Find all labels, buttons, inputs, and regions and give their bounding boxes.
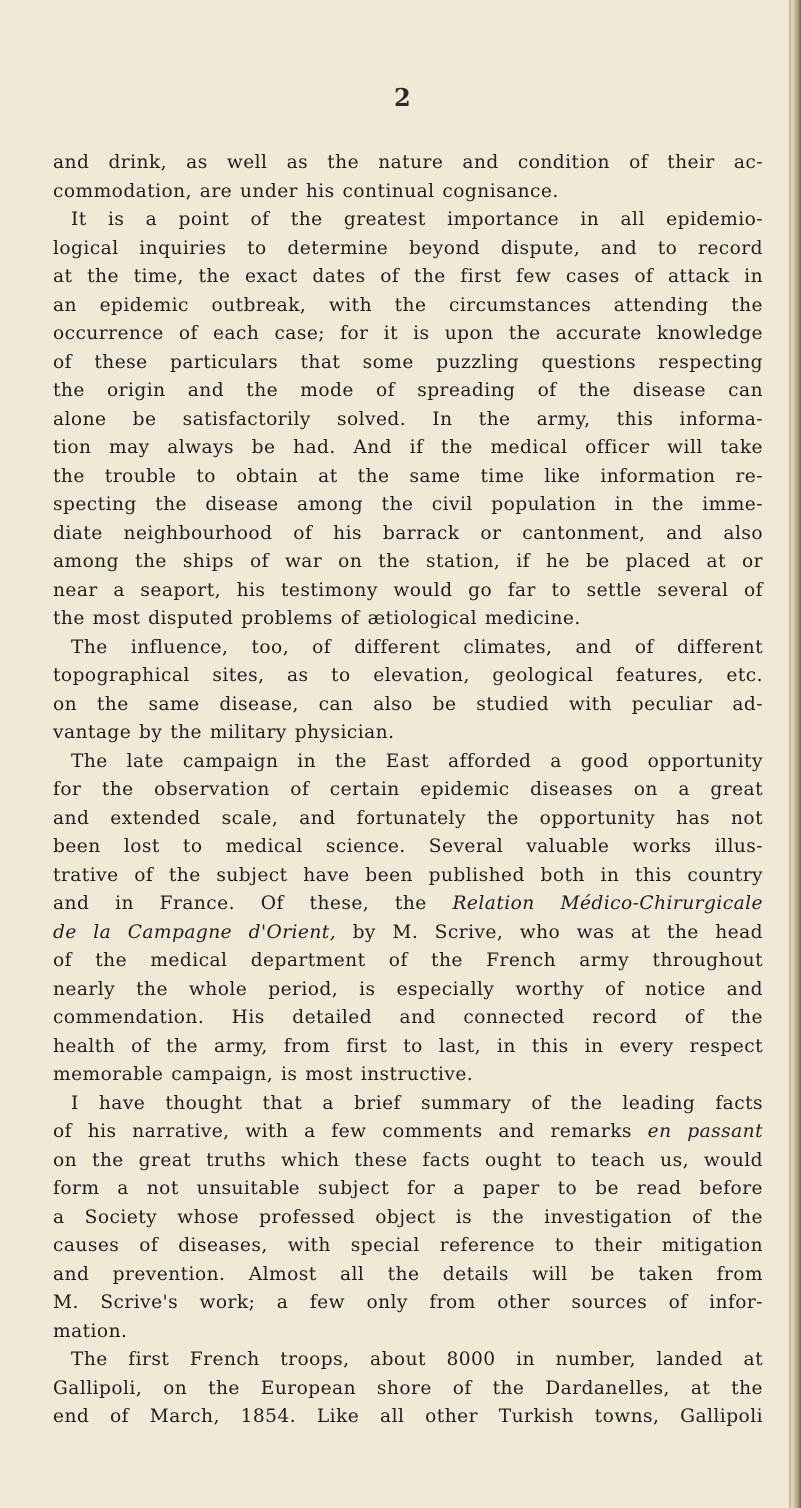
text-line: vantage by the military physician. bbox=[53, 722, 395, 743]
text-line: The influence, too, of different climates, and of different bbox=[71, 636, 763, 658]
text-line: The late campaign in the East afforded a good opportunity bbox=[71, 750, 763, 772]
text-line-with-italic bbox=[53, 919, 763, 948]
text-line: tion may always be had. And if the medical officer will take bbox=[53, 437, 763, 458]
text-line: M. Scrive's work; a few only from other sources of infor- bbox=[53, 1292, 763, 1313]
text-line: among the ships of war on the station, if he be placed at or bbox=[53, 551, 763, 572]
text-line: the most disputed problems of ætiological medicine. bbox=[53, 608, 581, 629]
text-line: for the observation of certain epidemic diseases on a great bbox=[53, 779, 763, 800]
text-line: topographical sites, as to elevation, geological features, etc. bbox=[53, 665, 763, 686]
page-number: 2 bbox=[394, 83, 411, 112]
text-line: the origin and the mode of spreading of the disease can bbox=[53, 380, 763, 401]
text-line: commodation, are under his continual cognisance. bbox=[53, 180, 559, 202]
italic-title-segment: Relation Médico-Chirurgicale bbox=[452, 893, 764, 914]
italic-phrase-segment: en passant bbox=[647, 1121, 764, 1142]
text-line: a Society whose professed object is the investigation of the bbox=[53, 1206, 763, 1228]
text-line: and drink, as well as the nature and condition of their ac- bbox=[53, 152, 763, 173]
text-line: nearly the whole period, is especially worthy of notice and bbox=[53, 978, 763, 1000]
text-line: on the great truths which these facts ought to teach us, would bbox=[53, 1149, 763, 1171]
text-line: and extended scale, and fortunately the opportunity has not bbox=[53, 807, 763, 829]
text-line: of the medical department of the French army throughout bbox=[53, 950, 763, 971]
text-line: occurrence of each case; for it is upon the accurate knowledge bbox=[53, 323, 763, 344]
text-line: health of the army, from first to last, in this in every respect bbox=[53, 1035, 763, 1057]
page-edge-line bbox=[789, 0, 791, 1508]
text-line: Gallipoli, on the European shore of the Dardanelles, at the bbox=[53, 1377, 763, 1399]
text-line: causes of diseases, with special reference to their mitigation bbox=[53, 1235, 763, 1256]
text-line: an epidemic outbreak, with the circumstances attending the bbox=[53, 294, 763, 316]
text-line: form a not unsuitable subject for a paper to be read before bbox=[53, 1178, 763, 1199]
text-segment: and in France. Of these, the bbox=[53, 893, 453, 914]
text-line: It is a point of the greatest importance in all epidemio- bbox=[71, 209, 763, 230]
text-line: at the time, the exact dates of the first few cases of attack in bbox=[53, 266, 763, 287]
text-line: The first French troops, about 8000 in number, landed at bbox=[71, 1349, 763, 1370]
text-line: commendation. His detailed and connected record of the bbox=[53, 1007, 763, 1028]
text-line: specting the disease among the civil population in the imme- bbox=[53, 494, 763, 515]
italic-title-segment: de la Campagne d'Orient, bbox=[53, 921, 337, 943]
text-line: alone be satisfactorily solved. In the army, this informa- bbox=[53, 408, 763, 430]
text-line: logical inquiries to determine beyond dispute, and to record bbox=[53, 237, 763, 259]
text-line-with-italic bbox=[53, 890, 763, 919]
text-line: near a seaport, his testimony would go far to settle several of bbox=[53, 579, 763, 601]
text-line: trative of the subject have been published both in this country bbox=[53, 864, 763, 886]
text-line: end of March, 1854. Like all other Turkish towns, Gallipoli bbox=[53, 1406, 763, 1427]
text-line: mation. bbox=[53, 1320, 128, 1342]
text-line: and prevention. Almost all the details will be taken from bbox=[53, 1263, 763, 1285]
text-line-with-italic bbox=[53, 1118, 763, 1147]
text-line: of these particulars that some puzzling questions respecting bbox=[53, 351, 763, 373]
text-line: on the same disease, can also be studied with peculiar ad- bbox=[53, 693, 763, 715]
text-line: diate neighbourhood of his barrack or cantonment, and also bbox=[53, 522, 763, 544]
body-text bbox=[53, 149, 763, 1432]
text-line: been lost to medical science. Several valuable works illus- bbox=[53, 836, 763, 857]
text-segment: by M. Scrive, who was at the head bbox=[336, 921, 763, 943]
text-line: memorable campaign, is most instructive. bbox=[53, 1064, 474, 1085]
text-line: the trouble to obtain at the same time like information re- bbox=[53, 465, 763, 487]
text-segment: of his narrative, with a few comments and remarks bbox=[53, 1121, 648, 1142]
text-line: I have thought that a brief summary of the leading facts bbox=[71, 1092, 763, 1114]
